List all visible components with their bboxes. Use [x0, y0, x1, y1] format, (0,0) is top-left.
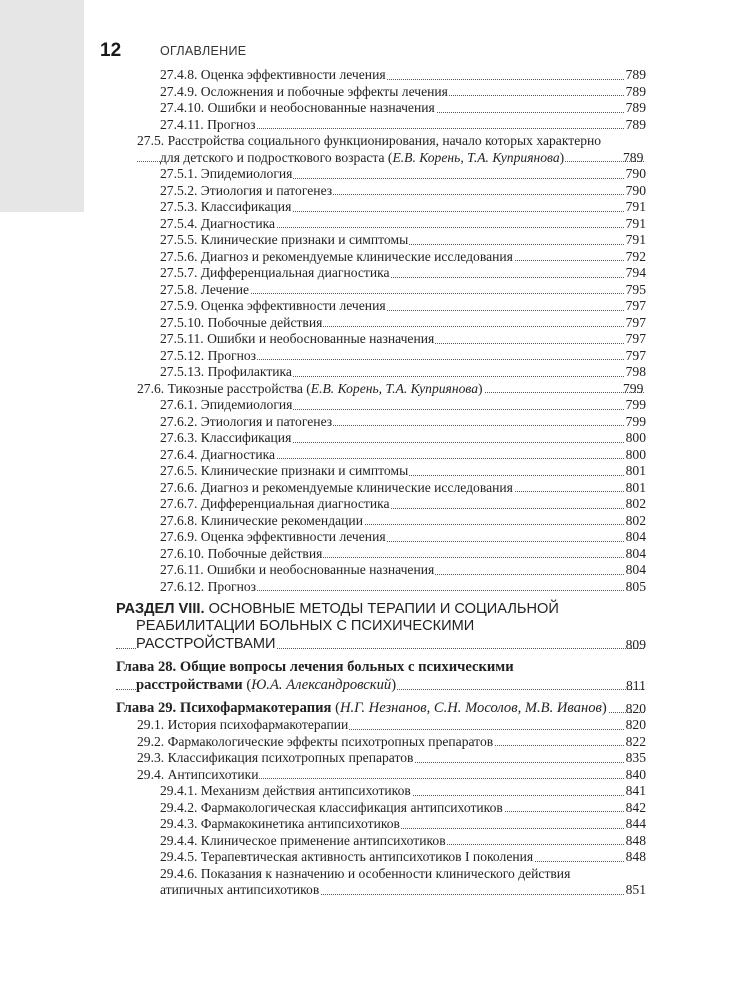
entry-page-number: 791 [625, 232, 646, 247]
entry-page-number: 811 [626, 677, 646, 693]
entry-title [160, 397, 293, 412]
entry-page-number: 790 [625, 166, 646, 181]
entry-title [160, 546, 323, 561]
entry-text: 27.5.13. Профилактика [160, 364, 292, 379]
entry-page-number: 789 [644, 150, 646, 167]
entry-title [160, 866, 570, 898]
entry-title [160, 849, 534, 864]
toc-entry[interactable] [0, 166, 750, 183]
entry-title [160, 183, 333, 198]
toc-entry[interactable] [0, 117, 750, 134]
entry-title [160, 100, 436, 115]
entry-page-number: 820 [625, 717, 646, 733]
toc-entry[interactable] [0, 348, 750, 365]
toc-entry[interactable] [0, 750, 750, 767]
entry-text: 27.6.4. Диагностика [160, 446, 276, 462]
entry-text: 27.6.7. Дифференциальная диагностика [160, 496, 390, 511]
entry-heading: Глава 29. Психофармакотерапия [116, 700, 332, 717]
toc-entry[interactable] [0, 84, 750, 101]
chapter-entry[interactable] [0, 659, 750, 694]
entry-text: 27.5.1. Эпидемиология [160, 166, 293, 181]
entry-title [137, 717, 349, 732]
toc-entry[interactable] [0, 265, 750, 282]
section-entry[interactable] [0, 601, 750, 653]
toc-entry[interactable] [0, 199, 750, 216]
entry-page-number: 797 [625, 331, 646, 346]
entry-title [160, 249, 514, 264]
entry-text-tail: ) [559, 149, 565, 165]
toc-entry[interactable] [0, 767, 750, 784]
entry-text: 27.5.10. Побочные действия [160, 314, 323, 330]
entry-authors: Ю.А. Александровский [251, 676, 392, 693]
entry-page-number: 799 [644, 381, 646, 398]
entry-title [160, 414, 333, 429]
entry-page-number: 792 [625, 248, 646, 264]
entry-title [137, 133, 601, 165]
toc-entry[interactable] [0, 463, 750, 480]
entry-title [137, 750, 414, 765]
entry-title [160, 84, 449, 99]
entry-text: 27.6.5. Клинические признаки и симптомы [160, 463, 409, 478]
entry-page-number: 804 [625, 562, 646, 577]
entry-title [160, 833, 447, 848]
entry-text: 27.6.3. Классификация [160, 430, 292, 445]
entry-authors: Е.В. Корень, Т.А. Куприянова [392, 149, 560, 165]
entry-page-number: 795 [625, 281, 646, 297]
entry-page-number: 789 [625, 83, 646, 99]
chapter-entry[interactable] [0, 700, 750, 717]
entry-title [160, 331, 435, 346]
entry-page-number: 848 [625, 849, 646, 865]
entry-page-number: 801 [625, 463, 646, 478]
toc-entry[interactable] [0, 414, 750, 431]
entry-title [137, 381, 484, 396]
entry-text: 29.1. История психофармакотерапии [137, 717, 349, 733]
running-title: ОГЛАВЛЕНИЕ [160, 44, 247, 58]
entry-text: 29.2. Фармакологические эффекты психотропных препаратов [137, 733, 494, 749]
entry-authors: Н.Г. Незнанов, С.Н. Мосолов, М.В. Иванов [339, 700, 602, 717]
entry-page-number: 842 [625, 799, 646, 815]
toc-entry[interactable] [0, 513, 750, 530]
entry-text: 27.5.3. Классификация [160, 199, 292, 214]
toc-entry[interactable] [0, 397, 750, 414]
entry-page-number: 799 [625, 397, 646, 412]
entry-page-number: 797 [625, 298, 646, 313]
entry-title [160, 315, 323, 330]
entry-text: 29.4.3. Фармакокинетика антипсихотиков [160, 816, 400, 832]
entry-page-number: 798 [625, 364, 646, 379]
entry-text: 27.4.9. Осложнения и побочные эффекты лечения [160, 83, 448, 99]
entry-title [160, 562, 435, 577]
toc-entry[interactable] [0, 364, 750, 381]
entry-text: 27.5.9. Оценка эффективности лечения [160, 298, 386, 313]
entry-page-number: 802 [625, 512, 646, 528]
entry-page-number: 840 [625, 766, 646, 782]
entry-page-number: 804 [625, 545, 646, 561]
entry-text: 27.5.7. Дифференциальная диагностика [160, 265, 390, 280]
entry-title [116, 700, 608, 716]
toc-entry[interactable] [0, 249, 750, 266]
entry-text-tail: ) [601, 700, 607, 717]
entry-title [160, 282, 250, 297]
toc-entry[interactable] [0, 381, 750, 398]
entry-title [160, 430, 292, 445]
toc-entry[interactable] [0, 331, 750, 348]
entry-text: 27.6.10. Побочные действия [160, 545, 323, 561]
entry-text: 27.6.8. Клинические рекомендации [160, 512, 363, 528]
entry-title [160, 117, 257, 132]
entry-page-number: 805 [625, 578, 646, 594]
entry-page-number: 794 [625, 265, 646, 280]
toc-entry[interactable] [0, 816, 750, 833]
entry-heading: РАЗДЕЛ VIII. [116, 601, 205, 617]
toc-entry[interactable] [0, 430, 750, 447]
entry-title [137, 734, 494, 749]
entry-page-number: 802 [625, 496, 646, 511]
page-number: 12 [100, 40, 122, 61]
entry-text-tail: ) [391, 676, 397, 693]
entry-title [116, 601, 559, 652]
entry-title [160, 783, 412, 798]
entry-title [137, 767, 259, 782]
entry-title [160, 364, 293, 379]
toc-entry[interactable] [0, 232, 750, 249]
entry-page-number: 801 [625, 479, 646, 495]
entry-title [160, 513, 364, 528]
toc-entry[interactable] [0, 800, 750, 817]
entry-page-number: 790 [625, 182, 646, 198]
entry-title [160, 529, 387, 544]
entry-text: 27.5.11. Ошибки и необоснованные назначения [160, 331, 435, 346]
entry-text: 27.6.12. Прогноз [160, 578, 257, 594]
entry-page-number: 848 [625, 832, 646, 848]
toc-entry[interactable] [0, 529, 750, 546]
entry-title [160, 67, 387, 82]
entry-page-number: 800 [625, 430, 646, 445]
entry-text: 29.4.4. Клиническое применение антипсихотиков [160, 832, 446, 848]
toc-entry[interactable] [0, 447, 750, 464]
entry-page-number: 844 [625, 816, 646, 832]
entry-page-number: 809 [625, 636, 646, 652]
table-of-contents [0, 67, 750, 899]
entry-text: 27.6.6. Диагноз и рекомендуемые клинические исследования [160, 479, 513, 495]
entry-text: 27.5.6. Диагноз и рекомендуемые клинические исследования [160, 248, 513, 264]
entry-text: ОСНОВНЫЕ МЕТОДЫ ТЕРАПИИ И СОЦИАЛЬНОЙ РЕАБИЛИТАЦИИ БОЛЬНЫХ С ПСИХИЧЕСКИМИ РАССТРОЙСТВАМИ [136, 601, 559, 652]
entry-page-number: 820 [625, 701, 646, 717]
toc-entry[interactable] [0, 496, 750, 513]
entry-text: 29.3. Классификация психотропных препаратов [137, 750, 414, 766]
entry-title [160, 166, 293, 181]
entry-title [160, 216, 276, 231]
entry-title [160, 800, 504, 815]
toc-entry[interactable] [0, 298, 750, 315]
toc-entry[interactable] [0, 480, 750, 497]
entry-title [160, 199, 292, 214]
entry-title [160, 496, 391, 511]
entry-title [160, 298, 387, 313]
entry-page-number: 789 [625, 100, 646, 115]
toc-entry[interactable] [0, 734, 750, 751]
toc-entry[interactable] [0, 315, 750, 332]
toc-entry[interactable] [0, 183, 750, 200]
entry-title [160, 579, 257, 594]
entry-text: 27.6. Тикозные расстройства ( [137, 380, 311, 396]
toc-entry[interactable] [0, 100, 750, 117]
entry-page-number: 789 [625, 67, 646, 82]
toc-entry[interactable] [0, 717, 750, 734]
entry-page-number: 804 [625, 529, 646, 544]
toc-entry[interactable] [0, 783, 750, 800]
entry-text: 27.4.10. Ошибки и необоснованные назначения [160, 100, 435, 115]
entry-text: 27.5.12. Прогноз [160, 347, 257, 363]
entry-page-number: 797 [625, 347, 646, 363]
toc-entry[interactable] [0, 67, 750, 84]
entry-page-number: 835 [625, 750, 646, 766]
entry-page-number: 799 [625, 413, 646, 429]
entry-text: 29.4.2. Фармакологическая классификация антипсихотиков [160, 799, 503, 815]
entry-page-number: 851 [625, 882, 646, 898]
entry-page-number: 822 [625, 733, 646, 749]
entry-text: 27.5.5. Клинические признаки и симптомы [160, 232, 409, 247]
entry-page-number: 789 [625, 116, 646, 132]
entry-page-number: 791 [625, 199, 646, 214]
toc-entry[interactable] [0, 833, 750, 850]
toc-entry[interactable] [0, 282, 750, 299]
entry-title [160, 447, 276, 462]
entry-text: 27.6.1. Эпидемиология [160, 397, 293, 412]
entry-text: 27.6.2. Этиология и патогенез [160, 413, 333, 429]
entry-title [160, 348, 257, 363]
entry-authors: Е.В. Корень, Т.А. Куприянова [310, 380, 478, 396]
toc-entry[interactable] [0, 133, 750, 166]
entry-text: 27.4.8. Оценка эффективности лечения [160, 67, 386, 82]
entry-text: 29.4.5. Терапевтическая активность антипсихотиков I поколения [160, 849, 534, 865]
toc-entry[interactable] [0, 866, 750, 899]
entry-title [160, 480, 514, 495]
toc-entry[interactable] [0, 579, 750, 596]
entry-text: 27.5.4. Диагностика [160, 215, 276, 231]
entry-text: 27.6.9. Оценка эффективности лечения [160, 529, 386, 544]
entry-text: 27.6.11. Ошибки и необоснованные назначения [160, 562, 435, 577]
entry-text: ( [242, 676, 252, 693]
toc-entry[interactable] [0, 216, 750, 233]
entry-text: ( [331, 700, 340, 717]
entry-page-number: 841 [625, 783, 646, 799]
entry-heading: Глава 28. Общие вопросы лечения больных с психическими расстройствами [116, 659, 514, 693]
entry-title [160, 265, 391, 280]
entry-text: 27.4.11. Прогноз [160, 116, 256, 132]
entry-text: 27.5.2. Этиология и патогенез [160, 182, 333, 198]
toc-entry[interactable] [0, 546, 750, 563]
toc-entry[interactable] [0, 849, 750, 866]
entry-text-tail: ) [478, 380, 483, 396]
entry-title [160, 816, 401, 831]
entry-page-number: 800 [625, 446, 646, 462]
entry-text: 27.5. Расстройства социального функционирования, начало которых характерно для детского и подросткового возраста ( [137, 133, 602, 165]
entry-title [160, 463, 409, 478]
entry-page-number: 797 [625, 314, 646, 330]
entry-text: 29.4.6. Показания к назначению и особенности клинического действия атипичных антипсихотиков [160, 865, 571, 898]
entry-text: 27.5.8. Лечение [160, 281, 250, 297]
toc-entry[interactable] [0, 562, 750, 579]
entry-page-number: 791 [625, 215, 646, 231]
entry-text: 29.4. Антипсихотики [137, 766, 259, 782]
entry-text: 29.4.1. Механизм действия антипсихотиков [160, 783, 411, 799]
entry-title [116, 659, 514, 692]
entry-title [160, 232, 409, 247]
